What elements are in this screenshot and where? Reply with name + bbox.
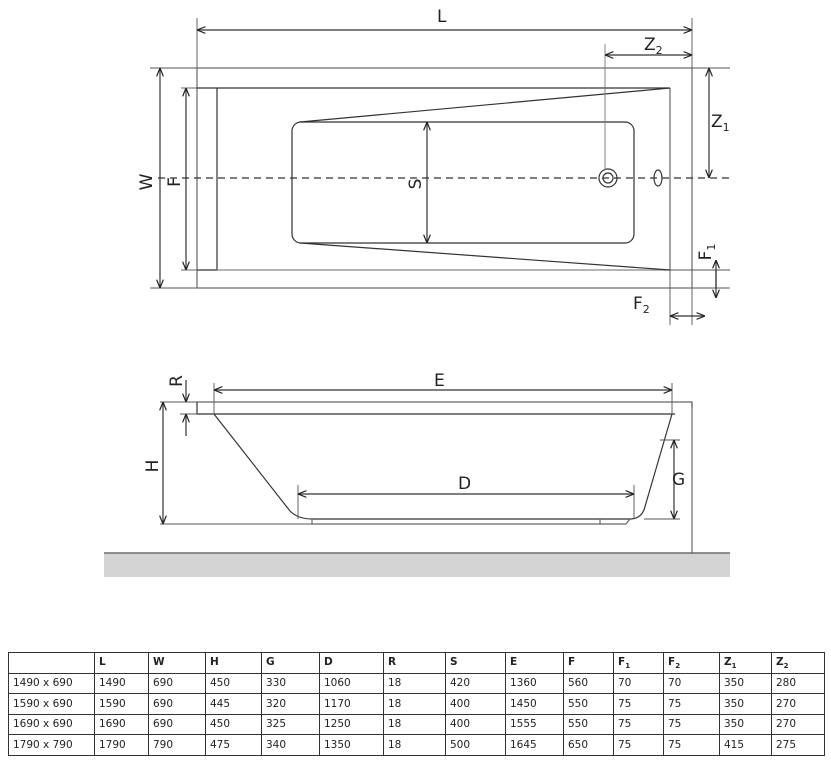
table-value-cell: 350 xyxy=(720,714,772,735)
table-row xyxy=(9,735,825,756)
table-value-cell: 1645 xyxy=(506,735,564,756)
label-W: W xyxy=(137,173,157,191)
table-value-cell: 1555 xyxy=(506,714,564,735)
table-size-cell: 1590 x 690 xyxy=(9,694,95,715)
table-header-cell: W xyxy=(149,653,206,674)
table-value-cell: 350 xyxy=(720,694,772,715)
rim-top xyxy=(197,402,692,408)
table-header-cell: L xyxy=(95,653,149,674)
table-value-cell: 1450 xyxy=(506,694,564,715)
table-value-cell: 1350 xyxy=(320,735,384,756)
table-value-cell: 18 xyxy=(384,694,446,715)
table-header-cell: F xyxy=(564,653,614,674)
table-row xyxy=(9,673,825,694)
rim-lower xyxy=(197,402,675,414)
label-D: D xyxy=(458,474,472,494)
table-value-cell: 400 xyxy=(446,694,506,715)
table-value-cell: 275 xyxy=(772,735,825,756)
table-value-cell: 18 xyxy=(384,673,446,694)
label-L: L xyxy=(437,7,447,27)
table-value-cell: 690 xyxy=(149,714,206,735)
table-value-cell: 270 xyxy=(772,694,825,715)
table-value-cell: 280 xyxy=(772,673,825,694)
table-value-cell: 690 xyxy=(149,694,206,715)
table-value-cell: 75 xyxy=(664,714,720,735)
label-E: E xyxy=(434,371,445,391)
label-R: R xyxy=(167,375,187,387)
table-header-cell: H xyxy=(206,653,262,674)
table-value-cell: 650 xyxy=(564,735,614,756)
table-value-cell: 1060 xyxy=(320,673,384,694)
table-header-cell: S xyxy=(446,653,506,674)
table-size-cell: 1690 x 690 xyxy=(9,714,95,735)
tub-body-outline xyxy=(214,414,672,519)
table-header-cell: E xyxy=(506,653,564,674)
table-value-cell: 75 xyxy=(614,714,664,735)
table-value-cell: 690 xyxy=(149,673,206,694)
table-value-cell: 550 xyxy=(564,694,614,715)
table-value-cell: 475 xyxy=(206,735,262,756)
table-header-cell: $Z_1$ xyxy=(720,653,772,674)
table-header-cell xyxy=(9,653,95,674)
dimension-table xyxy=(8,652,825,756)
table-value-cell: 70 xyxy=(664,673,720,694)
table-value-cell: 325 xyxy=(262,714,320,735)
label-G: G xyxy=(672,470,686,490)
table-body xyxy=(9,673,825,755)
table-size-cell: 1790 x 790 xyxy=(9,735,95,756)
table-header-row xyxy=(9,653,825,674)
table-value-cell: 445 xyxy=(206,694,262,715)
table-header-cell: R xyxy=(384,653,446,674)
table-value-cell: 1490 xyxy=(95,673,149,694)
label-F: F xyxy=(165,177,185,187)
table-row xyxy=(9,714,825,735)
table-value-cell: 420 xyxy=(446,673,506,694)
table-header-cell: $Z_2$ xyxy=(772,653,825,674)
table-value-cell: 1790 xyxy=(95,735,149,756)
table-value-cell: 330 xyxy=(262,673,320,694)
table-value-cell: 1170 xyxy=(320,694,384,715)
table-header-cell: $F_1$ xyxy=(614,653,664,674)
table-value-cell: 560 xyxy=(564,673,614,694)
table-value-cell: 500 xyxy=(446,735,506,756)
label-S: S xyxy=(406,178,426,190)
table-value-cell: 75 xyxy=(614,694,664,715)
table-value-cell: 18 xyxy=(384,735,446,756)
label-Z1: $Z_1$ xyxy=(711,112,730,134)
table-value-cell: 1590 xyxy=(95,694,149,715)
tub-slope-bottom xyxy=(300,243,670,270)
table-value-cell: 70 xyxy=(614,673,664,694)
label-H: H xyxy=(143,459,163,473)
table-value-cell: 1250 xyxy=(320,714,384,735)
label-F2: $F_2$ xyxy=(633,294,650,316)
table-value-cell: 450 xyxy=(206,673,262,694)
tub-slope-top xyxy=(300,88,670,122)
table-value-cell: 75 xyxy=(664,735,720,756)
table-header-cell: $F_2$ xyxy=(664,653,720,674)
table-value-cell: 340 xyxy=(262,735,320,756)
label-Z2: $Z_2$ xyxy=(644,35,663,57)
table-header-cell: G xyxy=(262,653,320,674)
table-value-cell: 400 xyxy=(446,714,506,735)
table-value-cell: 75 xyxy=(614,735,664,756)
label-F1: $F_1$ xyxy=(696,243,718,261)
table-value-cell: 550 xyxy=(564,714,614,735)
table-value-cell: 320 xyxy=(262,694,320,715)
table-value-cell: 18 xyxy=(384,714,446,735)
table-header-cell: D xyxy=(320,653,384,674)
table-value-cell: 270 xyxy=(772,714,825,735)
table-value-cell: 450 xyxy=(206,714,262,735)
table-value-cell: 350 xyxy=(720,673,772,694)
side-view xyxy=(104,380,730,577)
tub-basin-floor xyxy=(292,122,634,243)
table-value-cell: 415 xyxy=(720,735,772,756)
table-size-cell: 1490 x 690 xyxy=(9,673,95,694)
floor-block xyxy=(104,553,730,577)
table-value-cell: 1360 xyxy=(506,673,564,694)
tub-base xyxy=(312,519,600,524)
table-value-cell: 1690 xyxy=(95,714,149,735)
table-value-cell: 75 xyxy=(664,694,720,715)
top-view xyxy=(150,18,730,325)
table-row xyxy=(9,694,825,715)
table-value-cell: 790 xyxy=(149,735,206,756)
